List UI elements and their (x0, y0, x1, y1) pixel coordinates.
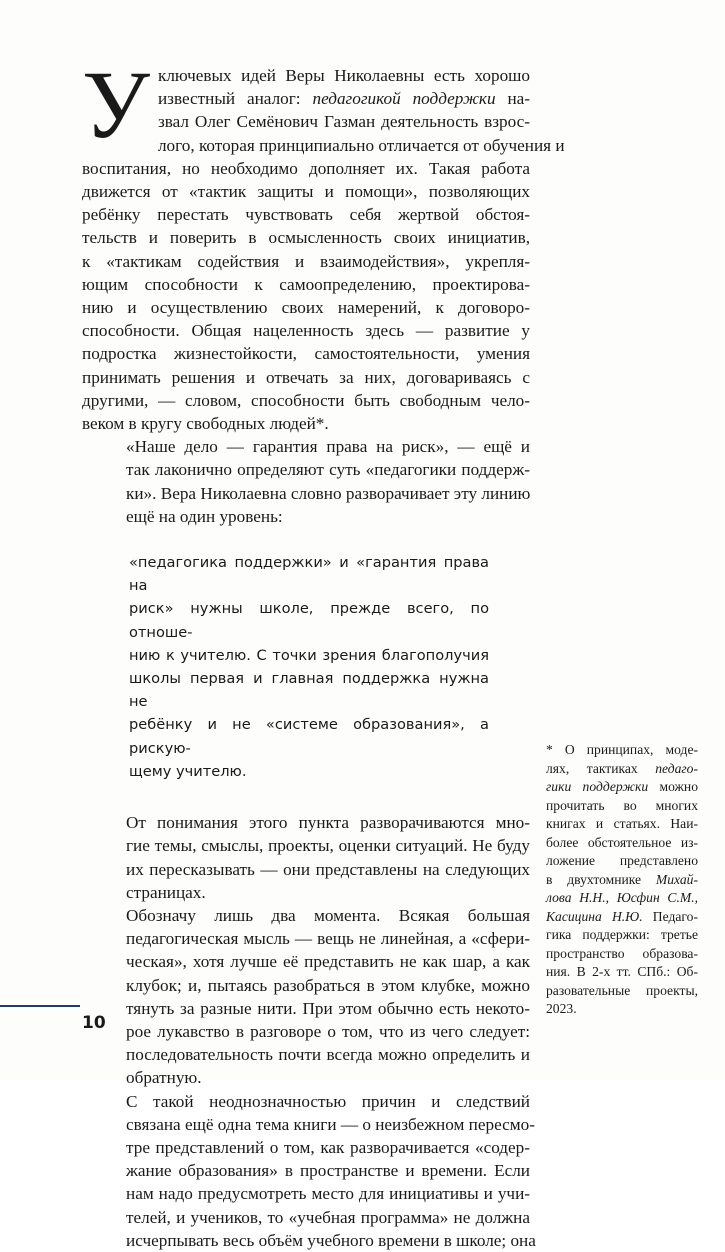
text-line: воспитания, но необходимо дополняет их. Такая работа (82, 158, 530, 178)
footnote-line: разовательные проекты, (546, 982, 698, 998)
footnote-line: ния. В 2-х тт. СПб.: Об- (546, 964, 698, 979)
text-line: ребёнку перестать чувствовать себя жертвой обстоя- (82, 205, 530, 225)
block-quote (129, 551, 489, 783)
text-line: тре представлений о том, как разворачивается «содер- (126, 1137, 530, 1157)
text-line: ещё на один уровень: (126, 506, 283, 526)
text-fragment: на- (495, 89, 530, 109)
italic-author: Касицина Н.Ю. (546, 908, 643, 924)
quote-line: «педагогика поддержки» и «гарантия права на (129, 554, 489, 595)
text-line: ющим способности к самоопределению, проектирова- (82, 274, 530, 294)
page-number: 10 (82, 1013, 106, 1033)
text-line: педагогическая мысль — вещь не линейная, а «сфери- (126, 929, 530, 949)
text-line: способности. Общая нацеленность здесь — развитие у (82, 321, 530, 341)
text-line: обратную. (126, 1068, 202, 1088)
paragraph-5 (82, 1090, 536, 1252)
quote-line: ребёнку и не «системе образования», а рискую- (129, 716, 489, 757)
text-line: жание образования» в пространстве и времени. Если (126, 1161, 530, 1181)
footnote-line (546, 889, 698, 908)
text-line: подростка жизнестойкости, самостоятельности, умения (82, 344, 530, 364)
footnote-line (546, 760, 698, 779)
text-line: рое лукавство в разговоре о том, что из чего следует: (126, 1021, 530, 1041)
text-line: Обозначу лишь два момента. Всякая большая (126, 905, 530, 925)
text-line: нию и осуществлению своих намерений, к договоро- (82, 298, 530, 318)
text-line: принимать решения и отвечать за них, договариваясь с (82, 367, 530, 387)
text-fragment: известный аналог: (157, 89, 313, 109)
text-fragment: Педаго- (642, 908, 698, 924)
footnote-marker: * (546, 742, 553, 757)
text-line: клубок; и, пытаясь разобраться в этом клубке, можно (126, 975, 530, 995)
paragraph-2 (82, 435, 530, 528)
footnote-line (546, 741, 698, 760)
text-line: телей, и учеников, то «учебная программа» не должна (126, 1207, 530, 1227)
text-fragment: можно (648, 779, 698, 794)
text-line: так лаконично определяют суть «педагогики поддерж- (126, 460, 530, 480)
italic-term: гики поддержки (546, 779, 649, 794)
footnote (546, 741, 698, 1019)
text-line: гие темы, смыслы, проекты, оценки ситуаций. Не буду (126, 836, 530, 856)
italic-author: Михай- (655, 871, 698, 887)
text-line: ключевых идей Веры Николаевны есть хорошо (157, 66, 530, 85)
text-fragment: О принципах, моде- (552, 742, 698, 757)
text-line: ки». Вера Николаевна словно разворачивает эту линию (126, 483, 531, 503)
quote-line: школы первая и главная поддержка нужна не (129, 670, 489, 711)
text-fragment: в двухтомнике (546, 871, 656, 887)
footnote-line: ложение представлено (546, 853, 698, 868)
footnote-line: гика поддержки: третье (546, 927, 698, 942)
text-line: нам надо предусмотреть место для инициативы и учи- (126, 1184, 530, 1204)
text-line: движется от «тактик защиты и помощи», позволяющих (82, 182, 530, 202)
footer-rule (0, 1005, 80, 1007)
text-line: тельств и поверить в осмысленность своих инициатив, (82, 228, 530, 248)
paragraph-3 (82, 811, 530, 904)
footnote-line: прочитать во многих (546, 797, 698, 813)
paragraph-4 (82, 904, 530, 1090)
drop-cap: У (82, 51, 150, 158)
footnote-line: 2023. (546, 1001, 577, 1016)
paragraph-1 (82, 51, 565, 435)
text-line: страницах. (126, 882, 206, 902)
text-line: лого, которая принципиально отличается от обучения и (157, 135, 565, 155)
footnote-line (546, 908, 698, 927)
text-fragment: лях, тактиках (546, 760, 656, 776)
quote-line: нию к учителю. С точки зрения благополучия (129, 646, 489, 664)
text-line: к «тактикам содействия и взаимодействия», укрепля- (82, 251, 530, 271)
italic-author: лова Н.Н., Юсфин С.М., (546, 890, 698, 905)
text-line: тянуть за разные нити. При этом обычно есть некото- (126, 998, 530, 1018)
text-line: связана ещё одна тема книги — о неизбежном пересмо- (126, 1114, 535, 1134)
text-line: веком в кругу свободных людей*. (82, 414, 329, 434)
text-line: «Наше дело — гарантия права на риск», — ещё и (126, 437, 530, 457)
text-line: последовательность почти всегда можно определить и (126, 1045, 530, 1065)
quote-line: риск» нужны школе, прежде всего, по отноше- (129, 600, 489, 641)
text-line: С такой неоднозначностью причин и следствий (126, 1091, 530, 1111)
italic-term: педаго- (655, 760, 698, 776)
text-line: ческая», хотя лучше её представить не как шар, а как (126, 952, 530, 972)
text-line: другими, — словом, способности быть свободным чело- (82, 390, 530, 410)
text-line: исчерпывать весь объём учебного времени в школе; она (126, 1230, 536, 1250)
italic-term: педагогикой поддержки (312, 89, 496, 109)
footnote-line: пространство образова- (546, 945, 698, 961)
text-line: звал Олег Семёнович Газман деятельность взрос- (157, 112, 530, 132)
footnote-line: более обстоятельное из- (546, 834, 698, 850)
footnote-line: книгах и статьях. Наи- (546, 816, 698, 831)
text-line: их пересказывать — они представлены на следующих (126, 859, 530, 879)
quote-line: щему учителю. (129, 762, 247, 780)
footnote-line (546, 778, 698, 797)
footnote-line (546, 871, 698, 890)
text-line: От понимания этого пункта разворачиваются мно- (126, 813, 530, 833)
